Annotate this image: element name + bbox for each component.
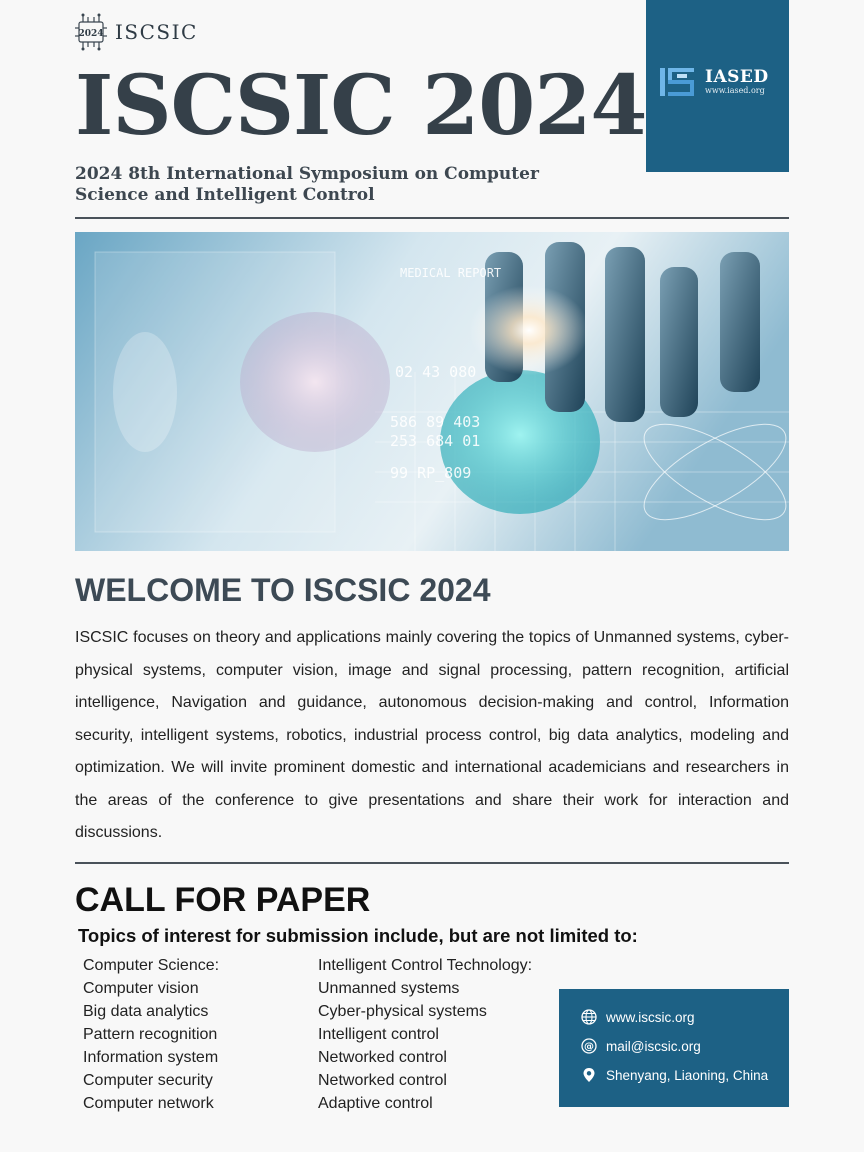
topic-item: Networked control: [318, 1072, 447, 1089]
header-divider: [75, 217, 789, 219]
topic-item: Networked control: [318, 1049, 447, 1066]
welcome-heading: WELCOME TO ISCSIC 2024: [75, 572, 491, 608]
overlay-text-0: MEDICAL REPORT: [400, 266, 502, 280]
globe-icon: [581, 1009, 597, 1025]
overlay-text-4: 99 RP_809: [390, 464, 472, 482]
topics-column-computer-science: [83, 954, 219, 1115]
organizer-name: IASED: [705, 67, 769, 87]
logo-text: ISCSIC: [115, 20, 198, 44]
svg-text:@: @: [584, 1041, 594, 1053]
hero-image: [75, 232, 789, 551]
topic-item: Information system: [83, 1049, 219, 1066]
contact-box: [559, 989, 789, 1107]
topic-item: Computer Science:: [83, 957, 220, 974]
organizer-box: [646, 0, 789, 172]
location-pin-icon: [581, 1067, 597, 1083]
topic-item: Pattern recognition: [83, 1026, 218, 1043]
overlay-text-2: 586 89 403: [390, 413, 481, 431]
organizer-url: www.iased.org: [705, 86, 765, 95]
conference-logo: [75, 13, 198, 51]
circuit-badge-icon: [75, 13, 107, 51]
welcome-body: ISCSIC focuses on theory and applications mainly covering the topics of Unmanned systems, cyber-physical systems, computer vision, image and signal processing, pattern recognition, artificial intelligence, Navigation and guidance, autonomous decision-making and control, Information security, intelligent systems, robotics, industrial process control, big data analytics, modeling and optimization. We will invite prominent domestic and international academicians and researchers in the areas of the conference to give presentations and share their work for interaction and discussions.: [75, 629, 789, 841]
website-text: www.iscsic.org: [606, 1009, 695, 1025]
topic-item: Cyber-physical systems: [318, 1003, 487, 1020]
iased-logo-icon: [659, 66, 699, 98]
overlay-text-3: 253 684 01: [390, 432, 481, 450]
topic-item: Computer security: [83, 1072, 213, 1089]
topic-item: Unmanned systems: [318, 980, 460, 997]
conference-subtitle: 2024 8th International Symposium on Computer Science and Intelligent Control: [75, 164, 539, 205]
topics-column-intelligent-control: [318, 954, 532, 1115]
call-for-paper-heading: CALL FOR PAPER: [75, 881, 371, 919]
topic-item: Computer vision: [83, 980, 199, 997]
contact-website[interactable]: [581, 1009, 695, 1025]
topic-item: Intelligent control: [318, 1026, 439, 1043]
topic-item: Computer network: [83, 1095, 214, 1112]
logo-year: 2024: [78, 29, 104, 39]
section-divider: [75, 862, 789, 864]
at-icon: [581, 1038, 597, 1054]
page-title: ISCSIC 2024: [75, 58, 647, 154]
email-text: mail@iscsic.org: [606, 1038, 701, 1054]
topic-item: Big data analytics: [83, 1003, 209, 1020]
topic-item: Adaptive control: [318, 1095, 433, 1112]
overlay-text-1: 02 43 080: [395, 363, 477, 381]
ai-medical-hero-illustration: [75, 232, 789, 551]
topics-intro: Topics of interest for submission include, but are not limited to:: [78, 925, 638, 946]
logo-badge: [75, 13, 107, 51]
topic-item: Intelligent Control Technology:: [318, 957, 533, 974]
contact-location: [581, 1067, 768, 1083]
contact-email[interactable]: [581, 1038, 701, 1054]
location-text: Shenyang, Liaoning, China: [606, 1067, 769, 1083]
